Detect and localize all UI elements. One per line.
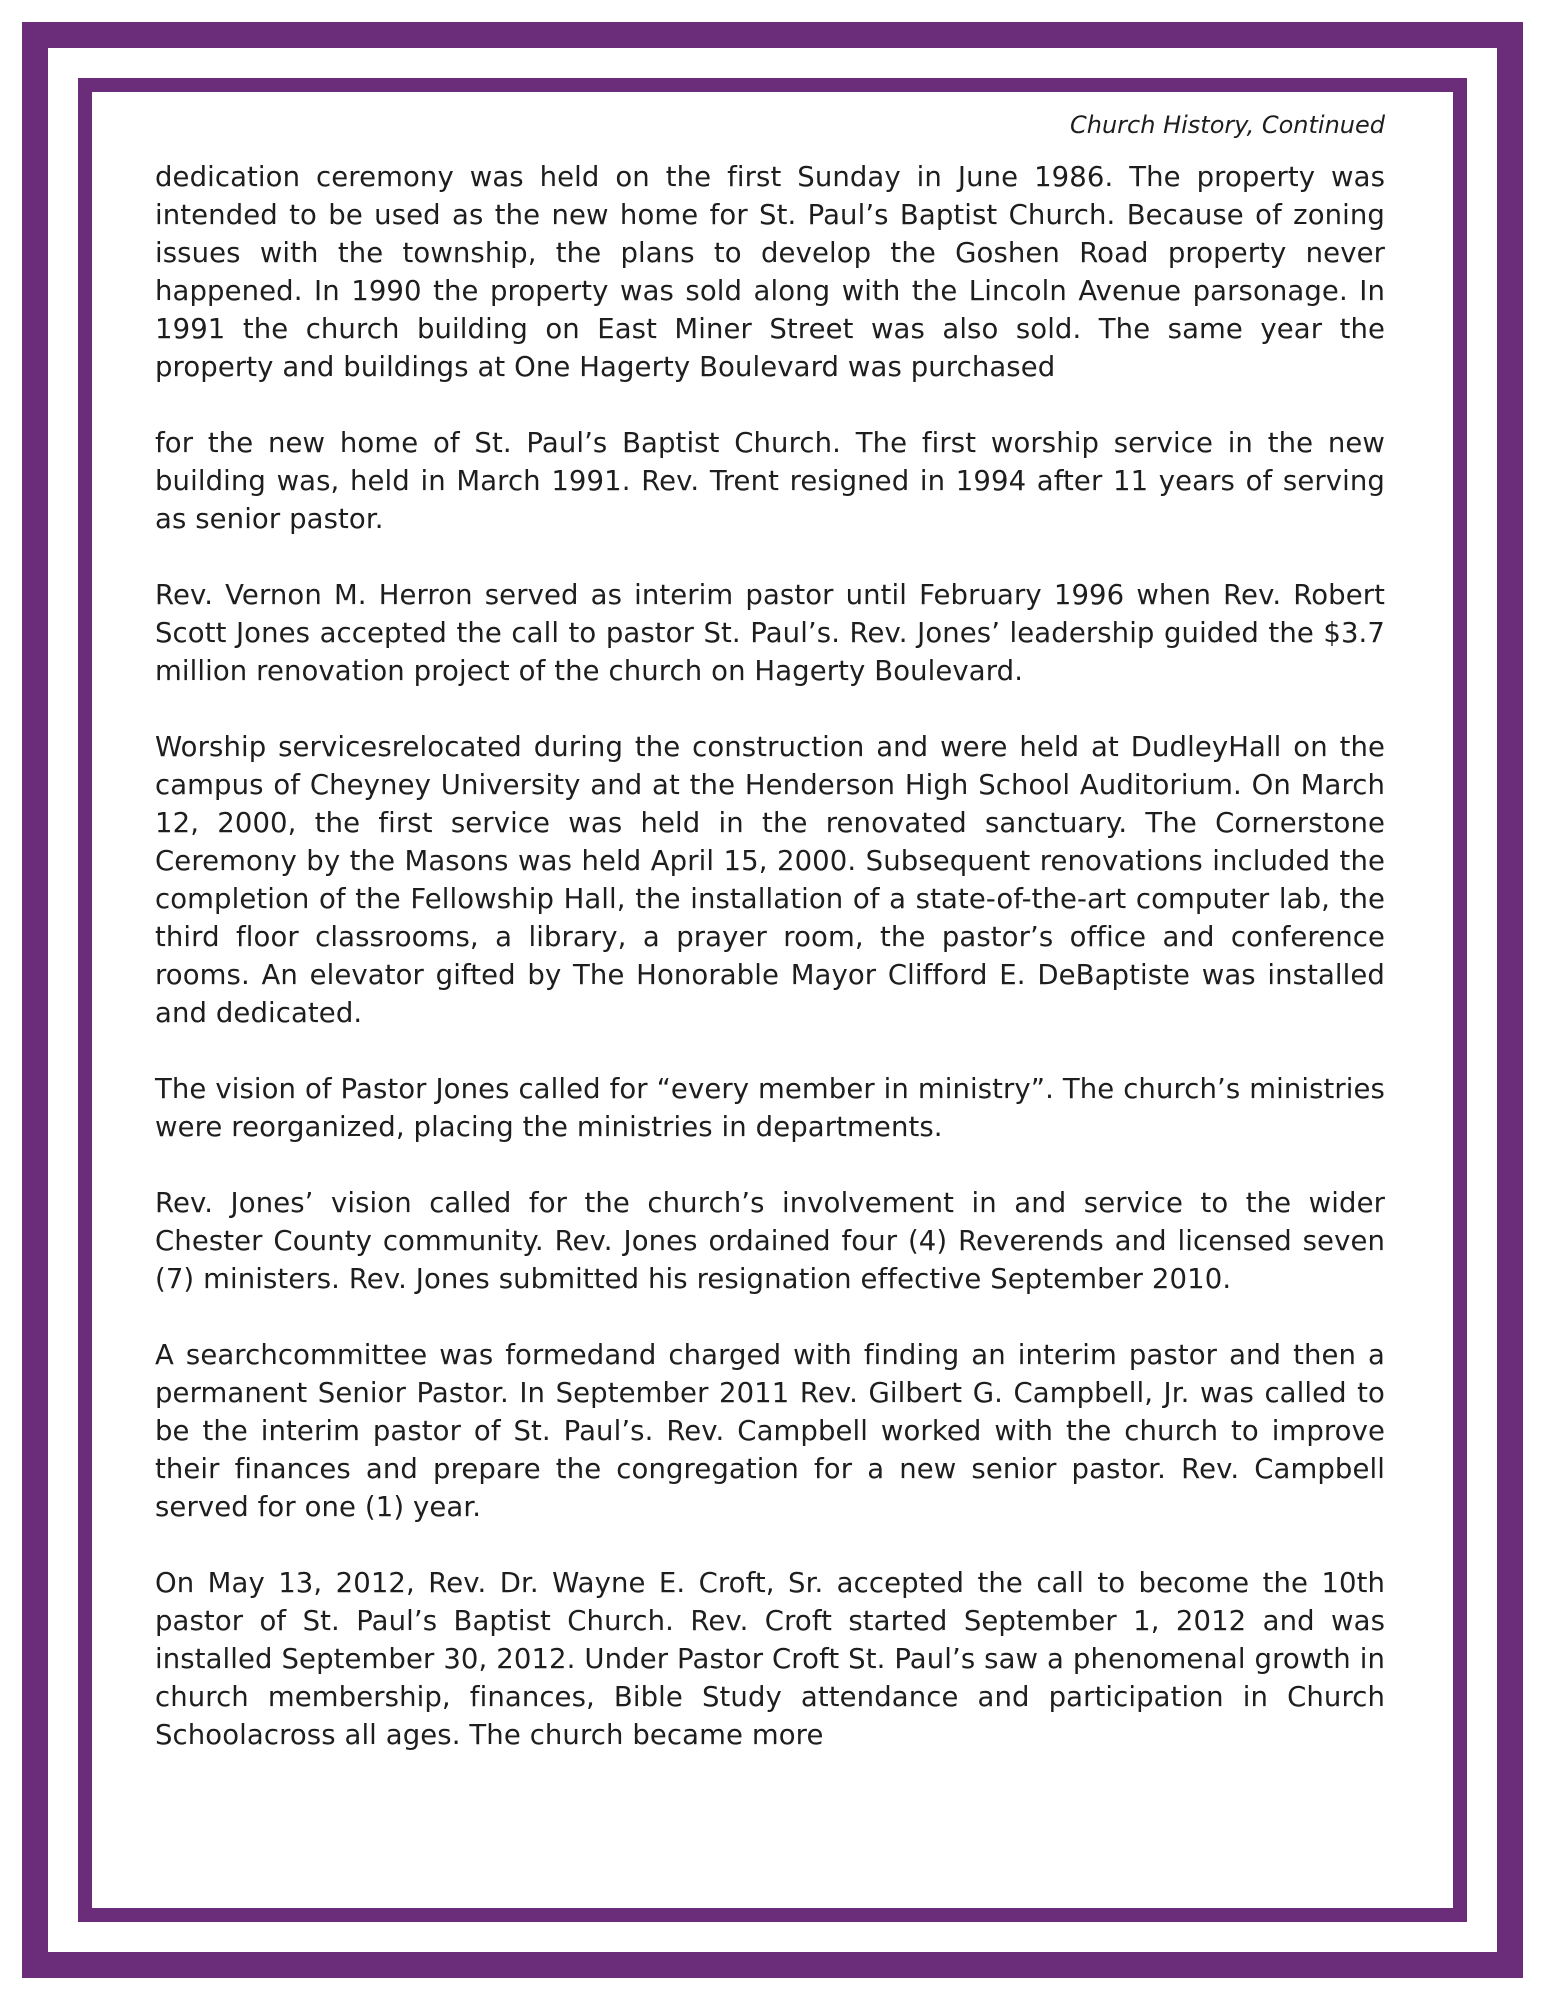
paragraph-herron-jones: Rev. Vernon M. Herron served as interim pastor until February 1996 when Rev. Robert Scott Jones accepted the call to pastor St. Paul’s. Rev. Jones’ leadership guided the $3.7 million renovation project of the church on Hagerty Boulevard.	[155, 579, 1385, 687]
paragraph-community: Rev. Jones’ vision called for the church’s involvement in and service to the wider Chester County community. Rev. Jones ordained four (4) Reverends and licensed seven (7) ministers. Rev. Jones submitted his resignation effective September 2010.	[155, 1187, 1385, 1295]
paragraph-new-home: for the new home of St. Paul’s Baptist Church. The first worship service in the new building was, held in March 1991. Rev. Trent resigned in 1994 after 11 years of serving as senior pastor.	[155, 427, 1385, 535]
paragraph-dedication: dedication ceremony was held on the first Sunday in June 1986. The property was intended to be used as the new home for St. Paul’s Baptist Church. Because of zoning issues with the township, the plans to develop the Goshen Road property never happened. In 1990 the property was sold along with the Lincoln Avenue parsonage. In 1991 the church building on East Miner Street was also sold. The same year the property and buildings at One Hagerty Boulevard was purchased	[155, 161, 1385, 383]
paragraph-search-committee: A searchcommittee was formedand charged with finding an interim pastor and then a permanent Senior Pastor. In September 2011 Rev. Gilbert G. Campbell, Jr. was called to be the interim pastor of St. Paul’s. Rev. Campbell worked with the church to improve their finances and prepare the congregation for a new senior pastor. Rev. Campbell served for one (1) year.	[155, 1339, 1385, 1523]
paragraph-renovations: Worship servicesrelocated during the construction and were held at DudleyHall on the campus of Cheyney University and at the Henderson High School Auditorium. On March 12, 2000, the first service was held in the renovated sanctuary. The Cornerstone Ceremony by the Masons was held April 15, 2000. Subsequent renovations included the completion of the Fellowship Hall, the installation of a state-of-the-art computer lab, the third floor classrooms, a library, a prayer room, the pastor’s office and conference rooms. An elevator gifted by The Honorable Mayor Clifford E. DeBaptiste was installed and dedicated.	[155, 731, 1385, 1029]
paragraph-croft: On May 13, 2012, Rev. Dr. Wayne E. Croft, Sr. accepted the call to become the 10th pastor of St. Paul’s Baptist Church. Rev. Croft started September 1, 2012 and was installed September 30, 2012. Under Pastor Croft St. Paul’s saw a phenomenal growth in church membership, finances, Bible Study attendance and participation in Church Schoolacross all ages. The church became more	[155, 1567, 1385, 1751]
page-content	[155, 110, 1385, 1850]
paragraph-vision: The vision of Pastor Jones called for “every member in ministry”. The church’s ministries were reorganized, placing the ministries in departments.	[155, 1073, 1385, 1143]
running-head: Church History, Continued	[1069, 111, 1385, 139]
